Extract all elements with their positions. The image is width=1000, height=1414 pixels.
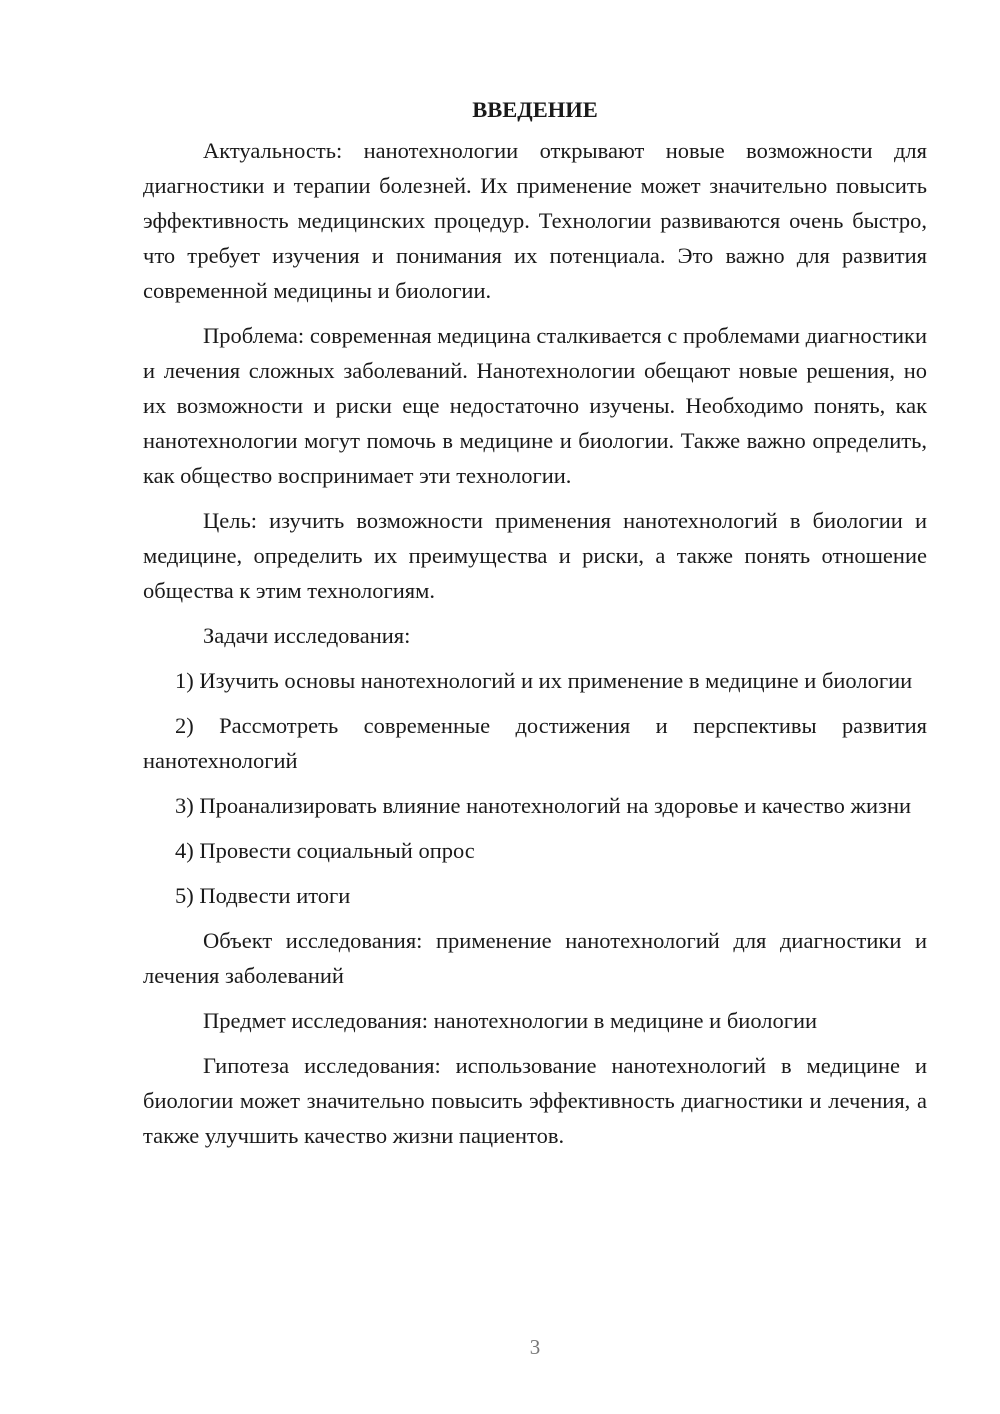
goal-paragraph: Цель: изучить возможности применения нанотехнологий в биологии и медицине, определить их преимущества и риски, а также понять отношение общества к этим технологиям. bbox=[143, 508, 927, 603]
section-heading: ВВЕДЕНИЕ bbox=[472, 97, 598, 122]
problem-paragraph: Проблема: современная медицина сталкивается с проблемами диагностики и лечения сложных заболеваний. Нанотехнологии обещают новые решения, но их возможности и риски еще недостаточно изучены. Необходимо понять, как нанотехнологии могут помочь в медицине и биологии. Также важно определить, как общество воспринимает эти технологии. bbox=[143, 323, 927, 488]
page-number: 3 bbox=[529, 1335, 541, 1359]
tasks-title: Задачи исследования: bbox=[203, 623, 411, 648]
task-item-2: 2) Рассмотреть современные достижения и перспективы развития нанотехнологий bbox=[143, 713, 927, 773]
subject-paragraph: Предмет исследования: нанотехнологии в медицине и биологии bbox=[203, 1008, 818, 1033]
page-content bbox=[143, 92, 927, 1163]
task-item-3: 3) Проанализировать влияние нанотехнологий на здоровье и качество жизни bbox=[175, 793, 912, 818]
hypothesis-paragraph: Гипотеза исследования: использование нанотехнологий в медицине и биологии может значительно повысить эффективность диагностики и лечения, а также улучшить качество жизни пациентов. bbox=[143, 1053, 927, 1148]
task-item-4: 4) Провести социальный опрос bbox=[175, 838, 475, 863]
relevance-paragraph: Актуальность: нанотехнологии открывают новые возможности для диагностики и терапии болезней. Их применение может значительно повысить эффективность медицинских процедур. Технологии развиваются очень быстро, что требует изучения и понимания их потенциала. Это важно для развития современной медицины и биологии. bbox=[143, 138, 927, 303]
object-paragraph: Объект исследования: применение нанотехнологий для диагностики и лечения заболеваний bbox=[143, 928, 927, 988]
task-item-5: 5) Подвести итоги bbox=[175, 883, 351, 908]
task-item-1: 1) Изучить основы нанотехнологий и их применение в медицине и биологии bbox=[175, 668, 913, 693]
